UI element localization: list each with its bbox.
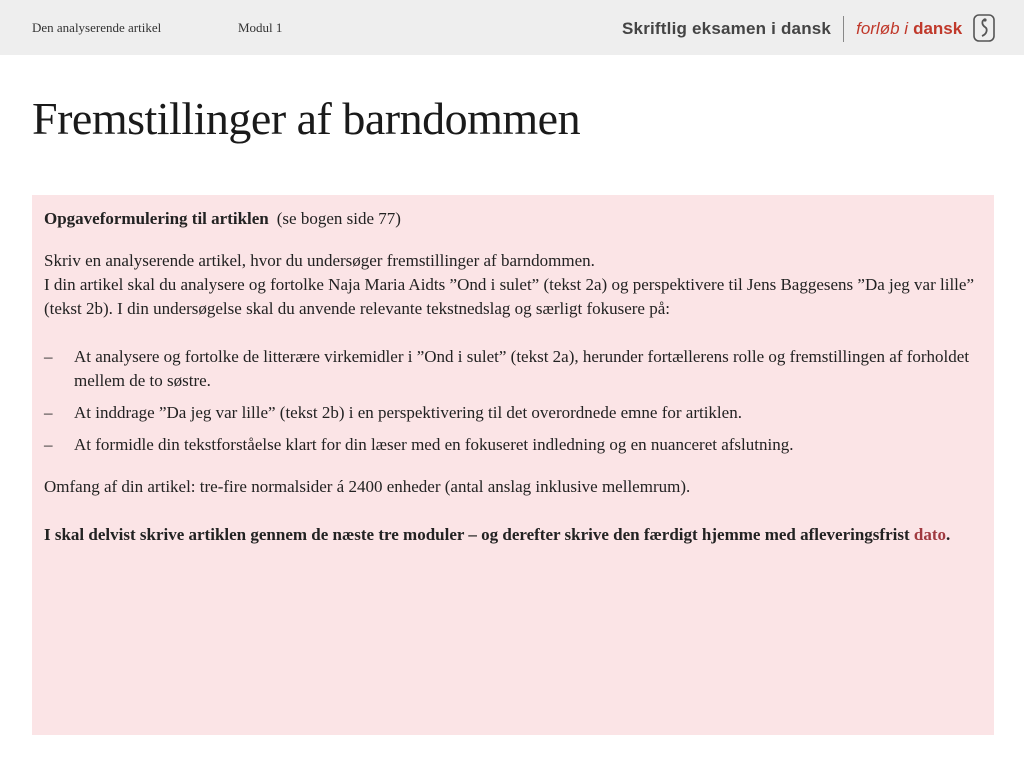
task-heading: Opgaveformulering til artiklen bbox=[44, 209, 269, 228]
list-item-text: At formidle din tekstforståelse klart for din læser med en fokuseret indledning og en nuanceret afslutning. bbox=[74, 435, 794, 454]
list-item bbox=[44, 345, 979, 393]
scope-text: Omfang af din artikel: tre-fire normalsider á 2400 enheder (antal anslag inklusive mellemrum). bbox=[44, 477, 691, 496]
deadline-main: I skal delvist skrive artiklen gennem de næste tre moduler – og derefter skrive den færdigt hjemme med afleveringsfrist bbox=[44, 525, 910, 544]
brand bbox=[622, 16, 962, 42]
deadline-period: . bbox=[946, 525, 951, 544]
intro-line-2: I din artikel skal du analysere og fortolke Naja Maria Aidts ”Ond i sulet” (tekst 2a) og perspektivere til Jens Baggesens ”Da jeg var lille” (tekst 2b). I din undersøgelse skal du anvende relevante tekstnedslag og særligt fokusere på: bbox=[44, 275, 974, 318]
breadcrumb-module[interactable]: Modul 1 bbox=[238, 20, 283, 35]
intro-line-1: Skriv en analyserende artikel, hvor du undersøger fremstillinger af barndommen. bbox=[44, 251, 595, 270]
book-reference: (se bogen side 77) bbox=[276, 209, 401, 228]
list-item-text: At analysere og fortolke de litterære virkemidler i ”Ond i sulet” (tekst 2a), herunder fortællerens rolle og fremstillingen af forholdet mellem de to søstre. bbox=[74, 347, 970, 390]
brand-title: Skriftlig eksamen i dansk bbox=[622, 19, 832, 38]
deadline-date: dato bbox=[913, 525, 946, 544]
top-header bbox=[0, 0, 1024, 55]
breadcrumb-article[interactable]: Den analyserende artikel bbox=[32, 20, 162, 35]
list-item bbox=[44, 433, 979, 457]
brand-forlob: forløb i bbox=[856, 19, 909, 38]
task-content bbox=[44, 207, 979, 547]
focus-list bbox=[44, 345, 979, 457]
list-item bbox=[44, 401, 979, 425]
publisher-logo-icon bbox=[973, 14, 995, 42]
bullet-dash: – bbox=[44, 435, 53, 454]
list-item-text: At inddrage ”Da jeg var lille” (tekst 2b) i en perspektivering til det overordnede emne for artiklen. bbox=[74, 403, 742, 422]
bullet-dash: – bbox=[44, 403, 53, 422]
bullet-dash: – bbox=[44, 347, 53, 366]
brand-divider bbox=[843, 16, 844, 42]
page-title: Fremstillinger af barndommen bbox=[32, 93, 581, 144]
brand-dansk: dansk bbox=[913, 19, 963, 38]
task-heading-line bbox=[44, 207, 979, 231]
deadline-text bbox=[44, 523, 979, 547]
